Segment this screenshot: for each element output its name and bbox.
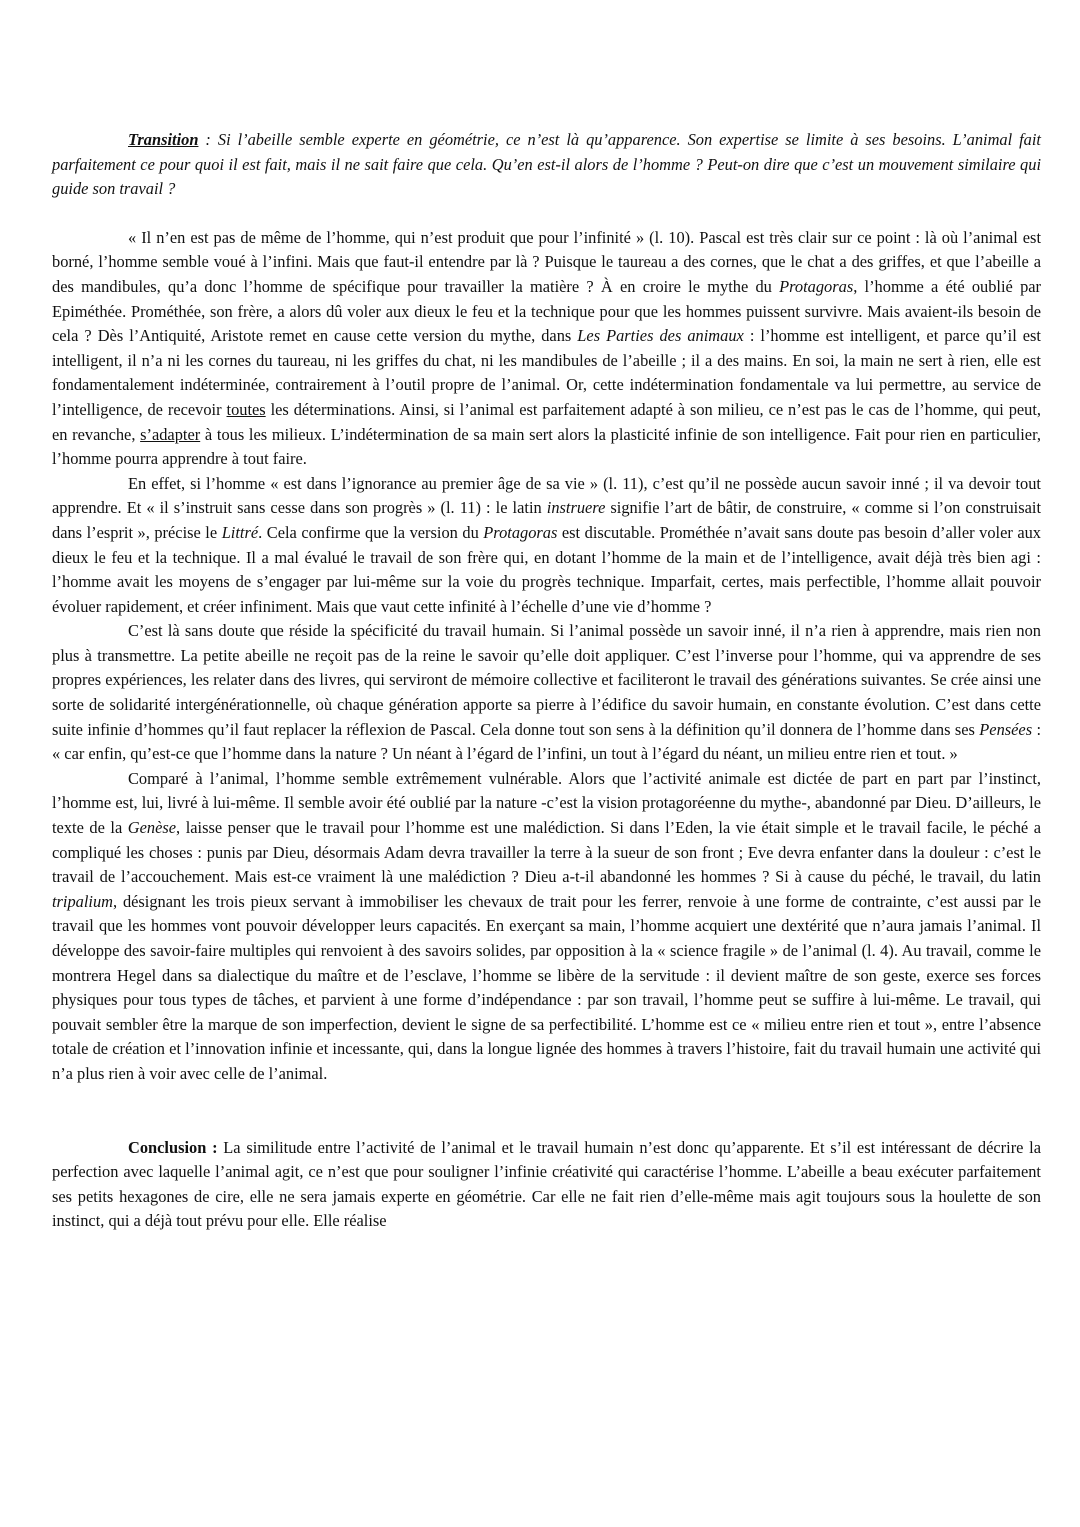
- italic-title: Littré: [221, 522, 259, 542]
- paragraph-spacer: [52, 202, 1041, 226]
- text-run: signifie l’art de bâtir, de construire, « comme si l’on construisait dans l’esprit », précise le: [52, 498, 1041, 542]
- text-run: En effet, si l’homme « est dans l’ignorance au premier âge de sa vie » (l. 11), c’est qu’il ne possède aucun savoir inné ; il va devoir tout apprendre. Et « il s’instruit sans cesse dans son progrès » (l. 11) : le latin: [52, 473, 1041, 518]
- text-run: , l’homme a été oublié par Epiméthée. Prométhée, son frère, a alors dû voler aux dieux le feu et la technique pour que les hommes puissent survivre. Mais avaient-ils besoin de cela ? Dès l’Antiquité, Aristote remet en cause cette version du mythe, dans: [52, 276, 1041, 346]
- body-paragraph-1: [52, 226, 1041, 472]
- transition-text: : Si l’abeille semble experte en géométrie, ce n’est là qu’apparence. Son expertise se limite à ses besoins. L’animal fait parfaitement ce pour quoi il est fait, mais il ne sait faire que cela. Qu’en est-il alors de l’homme ? Peut-on dire que c’est un mouvement similaire qui guide son travail ?: [52, 130, 1041, 199]
- italic-title: Protagoras: [483, 522, 558, 542]
- italic-title: Protagoras: [779, 276, 854, 296]
- document-page: [52, 128, 1041, 1234]
- paragraph-spacer: [52, 1087, 1041, 1136]
- underlined-word: toutes: [226, 399, 266, 419]
- italic-title: Genèse: [127, 818, 177, 838]
- text-run: , laisse penser que le travail pour l’homme est une malédiction. Si dans l’Eden, la vie était simple et le travail facile, le péché a compliqué les choses : punis par Dieu, désormais Adam devra travailler la terre à la sueur de son front ; Eve devra enfanter dans la douleur : c’est le travail de l’accouchement. Mais est-ce vraiment là une malédiction ? Dieu a-t-il abandonné les hommes ? Si à cause du péché, le travail, du latin: [52, 818, 1041, 887]
- italic-title: Pensées: [979, 719, 1033, 739]
- underlined-word: s’adapter: [140, 424, 201, 444]
- text-run: , désignant les trois pieux servant à immobiliser les chevaux de trait pour les ferrer, renvoie à une forme de contrainte, c’est aussi par le travail que les hommes vont pouvoir développer leurs capacités. En exerçant sa main, l’homme acquiert une dextérité que n’aura jamais l’animal. Il développe des savoir-faire multiples qui renvoient à des savoirs solides, par opposition à la « science fragile » de l’animal (l. 4). Au travail, comme le montrera Hegel dans sa dialectique du maître et de l’esclave, l’homme se libère de la servitude : il devient maître de son geste, exerce ses forces physiques pour tous types de tâches, et parvient à une forme d’indépendance : par son travail, l’homme peut se suffire à lui-même. Le travail, qui pouvait sembler être la marque de son imperfection, devient le signe de sa perfectibilité. L’homme est ce « milieu entre rien et tout », entre l’absence totale de création et l’innovation infinie et incessante, qui, dans la longue lignée des hommes à travers l’histoire, fait du travail humain une activité qui n’a plus rien à voir avec celle de l’animal.: [52, 891, 1041, 1083]
- conclusion-text: La similitude entre l’activité de l’animal et le travail humain n’est donc qu’apparente. Et s’il est intéressant de décrire la perfection avec laquelle l’animal agit, ce n’est que pour souligner l’infinie créativité qui caractérise l’homme. L’abeille a beau exécuter parfaitement ses petits hexagones de cire, elle ne sera jamais experte en géométrie. Car elle ne fait rien d’elle-même mais agit toujours sous la houlette de son instinct, qui a déjà tout prévu pour elle. Elle réalise: [52, 1137, 1041, 1231]
- transition-label: Transition: [128, 130, 199, 149]
- text-run: est discutable. Prométhée n’avait sans doute pas besoin d’aller voler aux dieux le feu et la technique. Il a mal évalué le travail de son frère qui, en dotant l’homme de la main et de l’intelligence, avait déjà très bien agi : l’homme avait les moyens de s’engager par lui-même sur la voie du progrès technique. Imparfait, certes, mais perfectible, l’homme allait pouvoir évoluer rapidement, et créer infiniment. Mais que vaut cette infinité à l’échelle d’une vie d’homme ?: [52, 522, 1041, 616]
- text-run: les déterminations. Ainsi, si l’animal est parfaitement adapté à son milieu, ce n’est pas le cas de l’homme, qui peut, en revanche,: [52, 399, 1042, 444]
- text-run: C’est là sans doute que réside la spécificité du travail humain. Si l’animal possède un savoir inné, il n’a rien à apprendre, mais rien non plus à transmettre. La petite abeille ne reçoit pas de la reine le savoir qu’elle doit appliquer. C’est l’inverse pour l’homme, qui va apprendre de ses propres expériences, les relater dans des livres, qui serviront de mémoire collective et faciliteront le travail des générations suivantes. Se crée ainsi une sorte de solidarité intergénérationnelle, où chaque génération apporte sa pierre à l’édifice du savoir humain, en constante évolution. C’est dans cette suite infinie d’hommes qu’il faut replacer la réflexion de Pascal. Cela donne tout son sens à la définition qu’il donnera de l’homme dans ses: [52, 621, 1041, 739]
- body-paragraph-4: [52, 767, 1041, 1087]
- transition-paragraph: [52, 128, 1041, 202]
- conclusion-paragraph: [52, 1136, 1041, 1234]
- text-run: « Il n’en est pas de même de l’homme, qui n’est produit que pour l’infinité » (l. 10). Pascal est très clair sur ce point : là où l’animal est borné, l’homme semble voué à l’infini. Mais que faut-il entendre par là ? Puisque le taureau a des cornes, que le chat a des griffes, et que l’abeille a des mandibules, qu’a donc l’homme de spécifique pour travailler la matière ? À en croire le mythe du: [52, 227, 1041, 296]
- conclusion-label: Conclusion :: [128, 1137, 218, 1157]
- text-run: : « car enfin, qu’est-ce que l’homme dans la nature ? Un néant à l’égard de l’infini, un tout à l’égard du néant, un milieu entre rien et tout. »: [52, 719, 1041, 764]
- italic-term: tripalium: [52, 891, 114, 911]
- text-run: Comparé à l’animal, l’homme semble extrêmement vulnérable. Alors que l’activité animale est dictée de part en part par l’instinct, l’homme est, lui, livré à lui-même. Il semble avoir été oublié par la nature -c’est la vision protagoréenne du mythe-, abandonné par Dieu. D’ailleurs, le texte de la: [52, 768, 1041, 838]
- italic-term: instruere: [546, 498, 606, 518]
- text-run: . Cela confirme que la version du: [258, 522, 484, 542]
- italic-title: Les Parties des animaux: [577, 326, 744, 346]
- body-paragraph-2: [52, 472, 1041, 620]
- text-run: à tous les milieux. L’indétermination de sa main sert alors la plasticité infinie de son intelligence. Fait pour rien en particulier, l’homme pourra apprendre à tout faire.: [52, 424, 1041, 469]
- body-paragraph-3: [52, 619, 1041, 767]
- text-run: : l’homme est intelligent, et parce qu’il est intelligent, il n’a ni les cornes du taureau, ni les griffes du chat, ni les mandibules de l’abeille ; il a des mains. En soi, la main ne sert à rien, elle est fondamentalement indéterminée, contrairement à l’outil propre de l’animal. Or, cette indétermination fondamentale va lui permettre, au service de l’intelligence, de recevoir: [52, 326, 1041, 419]
